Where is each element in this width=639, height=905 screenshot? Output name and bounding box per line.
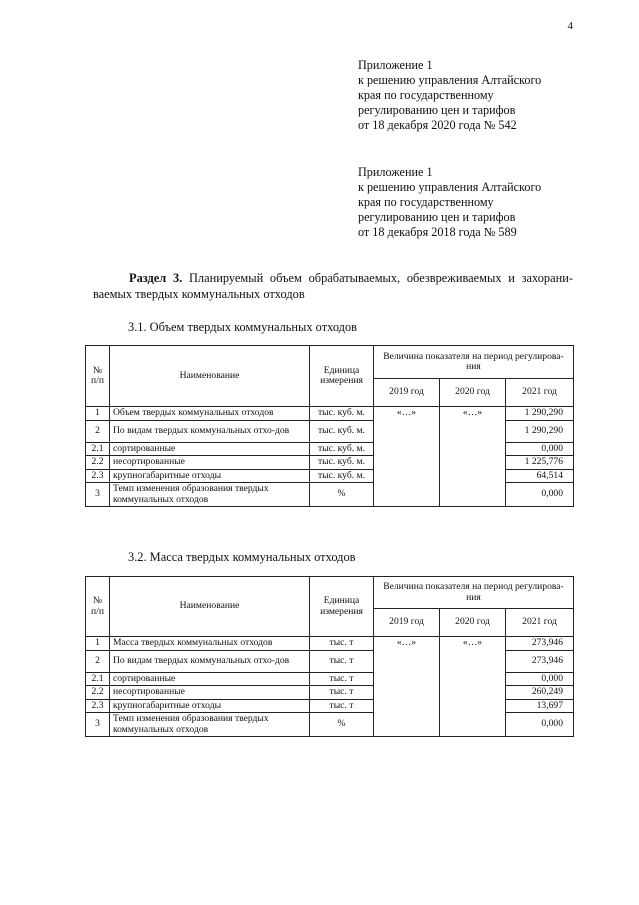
header-name: Наименование [110, 346, 310, 407]
row-unit: тыс. т [310, 699, 374, 713]
row-name: несортированные [110, 456, 310, 470]
row-name: Масса твердых коммунальных отходов [110, 637, 310, 651]
row-unit: тыс. т [310, 650, 374, 672]
row-num: 3 [86, 483, 110, 507]
row-name: несортированные [110, 686, 310, 700]
mass-table [85, 576, 574, 737]
row-value-2021: 1 225,776 [506, 456, 574, 470]
header-2021: 2021 год [506, 609, 574, 637]
cell-2020: «…» [440, 407, 506, 507]
header-name: Наименование [110, 577, 310, 637]
header-unit: Единица измерения [310, 577, 374, 637]
cell-2020: «…» [440, 637, 506, 737]
row-num: 2.2 [86, 686, 110, 700]
header-2020: 2020 год [440, 609, 506, 637]
row-unit: % [310, 713, 374, 737]
appendix-line: Приложение 1 [358, 165, 433, 179]
cell-2019: «…» [374, 407, 440, 507]
cell-2019: «…» [374, 637, 440, 737]
appendix-line: Приложение 1 [358, 58, 433, 72]
table-row [86, 637, 574, 651]
row-name: сортированные [110, 442, 310, 456]
row-value-2021: 260,249 [506, 686, 574, 700]
row-num: 2.1 [86, 672, 110, 686]
appendix-line: к решению управления Алтайского [358, 180, 542, 194]
header-2019: 2019 год [374, 609, 440, 637]
row-value-2021: 1 290,290 [506, 420, 574, 442]
row-name: крупногабаритные отходы [110, 699, 310, 713]
table2-title: 3.2. Масса твердых коммунальных отходов [128, 550, 356, 564]
appendix-block-2020 [358, 58, 598, 133]
row-name: По видам твердых коммунальных отхо-дов [110, 420, 310, 442]
row-num: 2 [86, 650, 110, 672]
volume-table [85, 345, 574, 507]
row-num: 2.1 [86, 442, 110, 456]
row-name: Темп изменения образования твердых коммунальных отходов [110, 713, 310, 737]
header-period: Величина показателя на период регулирова-ния [374, 346, 574, 379]
row-num: 2.3 [86, 469, 110, 483]
row-value-2021: 0,000 [506, 483, 574, 507]
row-name: сортированные [110, 672, 310, 686]
row-value-2021: 1 290,290 [506, 407, 574, 421]
row-num: 3 [86, 713, 110, 737]
row-unit: тыс. куб. м. [310, 456, 374, 470]
row-unit: тыс. куб. м. [310, 407, 374, 421]
row-value-2021: 13,697 [506, 699, 574, 713]
row-num: 2.3 [86, 699, 110, 713]
row-num: 2.2 [86, 456, 110, 470]
appendix-line: края по государственному [358, 88, 494, 102]
header-unit: Единица измерения [310, 346, 374, 407]
section-label: Раздел 3. [129, 271, 183, 285]
row-name: Объем твердых коммунальных отходов [110, 407, 310, 421]
appendix-line: края по государственному [358, 195, 494, 209]
row-value-2021: 0,000 [506, 442, 574, 456]
row-unit: тыс. куб. м. [310, 442, 374, 456]
appendix-block-2018 [358, 165, 598, 240]
appendix-line: от 18 декабря 2020 года № 542 [358, 118, 517, 132]
row-num: 1 [86, 637, 110, 651]
appendix-line: к решению управления Алтайского [358, 73, 542, 87]
section-heading [93, 270, 573, 302]
header-num: № п/п [86, 346, 110, 407]
row-unit: % [310, 483, 374, 507]
row-unit: тыс. куб. м. [310, 469, 374, 483]
section-title-text: Планируемый объем обрабатываемых, обезвреживаемых и захорани-ваемых твердых коммунальных отходов [93, 271, 573, 301]
page-number: 4 [567, 20, 573, 32]
table-row [86, 407, 574, 421]
header-2021: 2021 год [506, 379, 574, 407]
row-value-2021: 64,514 [506, 469, 574, 483]
row-unit: тыс. куб. м. [310, 420, 374, 442]
row-unit: тыс. т [310, 637, 374, 651]
header-2019: 2019 год [374, 379, 440, 407]
header-period: Величина показателя на период регулирова-ния [374, 577, 574, 609]
row-name: Темп изменения образования твердых коммунальных отходов [110, 483, 310, 507]
table1-title: 3.1. Объем твердых коммунальных отходов [128, 320, 358, 334]
row-num: 2 [86, 420, 110, 442]
row-value-2021: 273,946 [506, 650, 574, 672]
appendix-line: регулированию цен и тарифов [358, 103, 516, 117]
appendix-line: регулированию цен и тарифов [358, 210, 516, 224]
row-value-2021: 0,000 [506, 672, 574, 686]
row-value-2021: 273,946 [506, 637, 574, 651]
appendix-line: от 18 декабря 2018 года № 589 [358, 225, 517, 239]
row-num: 1 [86, 407, 110, 421]
row-name: По видам твердых коммунальных отхо-дов [110, 650, 310, 672]
header-num: № п/п [86, 577, 110, 637]
row-name: крупногабаритные отходы [110, 469, 310, 483]
row-unit: тыс. т [310, 672, 374, 686]
header-2020: 2020 год [440, 379, 506, 407]
row-unit: тыс. т [310, 686, 374, 700]
row-value-2021: 0,000 [506, 713, 574, 737]
